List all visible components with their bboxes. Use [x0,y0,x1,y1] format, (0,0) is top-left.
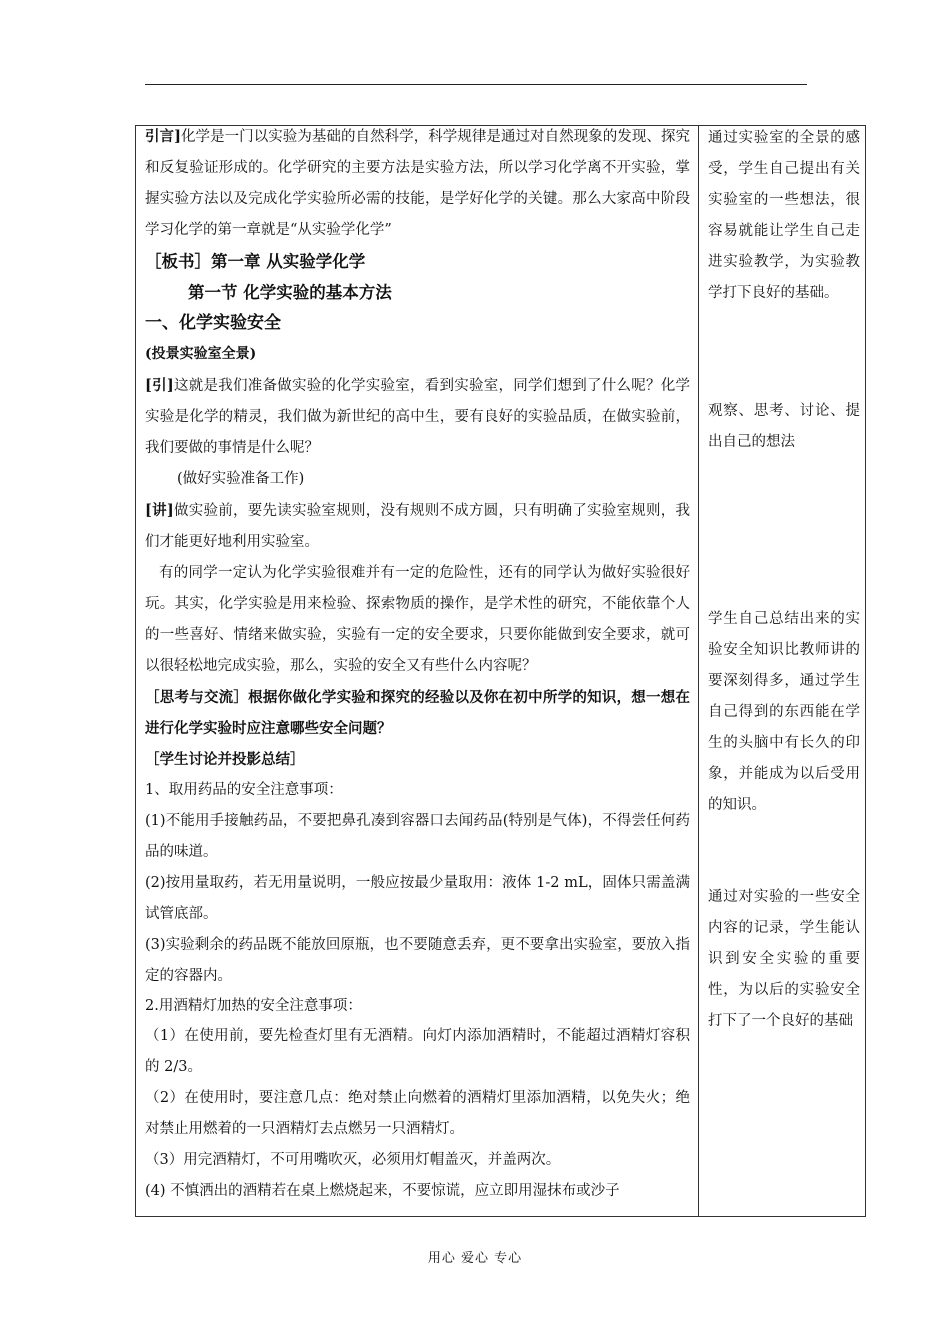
section-heading: 第一节 化学实验的基本方法 [188,283,392,302]
item2-point3: （3）用完酒精灯，不可用嘴吹灭，必须用灯帽盖灭，并盖两次。 [145,1152,561,1168]
intro-text: 化学是一门以实验为基础的自然科学，科学规律是通过对自然现象的发现、探究和反复验证形成的。化学研究的主要方法是实验方法，所以学习化学离不开实验，掌握实验方法以及完成化学实验所必需的技能，是学好化学的关键。那么大家高中阶段学习化学的第一章就是“从实验学化学” [145,129,690,238]
think-discuss-prompt: ［思考与交流］根据你做化学实验和探究的经验以及你在初中所学的知识，想一想在进行化学实验时应注意哪些安全问题？ [145,689,690,737]
item1-point3: (3)实验剩余的药品既不能放回原瓶，也不要随意丢弃，更不要拿出实验室，要放入指定的容器内。 [145,937,690,984]
intro-label: 引言] [145,128,181,145]
note-2: 观察、思考、讨论、提出自己的想法 [708,403,860,450]
header-rule [145,84,807,85]
item1-title: 1、取用药品的安全注意事项： [145,782,343,798]
discussion-heading: ［学生讨论并投影总结］ [145,751,305,768]
item2-point4: (4) 不慎洒出的酒精若在桌上燃烧起来，不要惊谎，应立即用湿抹布或沙子 [145,1183,620,1199]
item1-point1: (1)不能用手接触药品，不要把鼻孔凑到容器口去闻药品(特别是气体)，不得尝任何药品的味道。 [145,813,690,860]
note-1: 通过实验室的全景的感受，学生自己提出有关实验室的一些想法，很容易就能让学生自己走进实验教学，为实验教学打下良好的基础。 [708,130,860,301]
item2-point2: （2）在使用时，要注意几点：绝对禁止向燃着的酒精灯里添加酒精，以免失火；绝对禁止用燃着的一只酒精灯去点燃另一只酒精灯。 [145,1090,690,1137]
jiang-paragraph [145,495,690,558]
lesson-content-column [145,121,690,1207]
page-footer: 用心 爱心 专心 [427,1251,523,1266]
item2-title: 2.用酒精灯加热的安全注意事项： [145,998,362,1014]
yin-paragraph [145,370,690,464]
answer-line: (做好实验准备工作) [177,471,305,487]
jiang-label: [讲] [145,502,174,519]
jiang-text: 做实验前，要先读实验室规则，没有规则不成方圆，只有明确了实验室规则，我们才能更好地利用实验室。 [145,503,690,550]
column-divider [698,125,699,1217]
subsection-heading: 一、化学实验安全 [145,313,281,333]
projection-note: (投景实验室全景) [145,346,257,362]
intro-paragraph [145,121,690,246]
safety-paragraph: 有的同学一定认为化学实验很难并有一定的危险性，还有的同学认为做好实验很好玩。其实，化学实验是用来检验、探索物质的操作，是学术性的研究，不能依靠个人的一些喜好、情绪来做实验，实验有一定的安全要求，只要你能做到安全要求，就可以很轻松地完成实验，那么，实验的安全又有些什么内容呢？ [145,565,690,674]
item1-point2: (2)按用量取药，若无用量说明，一般应按最少量取用：液体 1-2 mL，固体只需盖满试管底部。 [145,875,690,922]
yin-text: 这就是我们准备做实验的化学实验室，看到实验室，同学们想到了什么呢？化学实验是化学的精灵，我们做为新世纪的高中生，要有良好的实验品质，在做实验前，我们要做的事情是什么呢？ [145,378,690,456]
note-3: 学生自己总结出来的实验安全知识比教师讲的要深刻得多，通过学生自己得到的东西能在学生的头脑中有长久的印象，并能成为以后受用的知识。 [708,611,860,813]
item2-point1: （1）在使用前，要先检查灯里有无酒精。向灯内添加酒精时，不能超过酒精灯容积的 2/3。 [145,1028,690,1075]
yin-label: [引] [145,377,174,394]
note-4: 通过对实验的一些安全内容的记录，学生能认识到安全实验的重要性，为以后的实验安全打下了一个良好的基础 [708,889,860,1029]
board-heading: ［板书］第一章 从实验学化学 [145,252,366,271]
